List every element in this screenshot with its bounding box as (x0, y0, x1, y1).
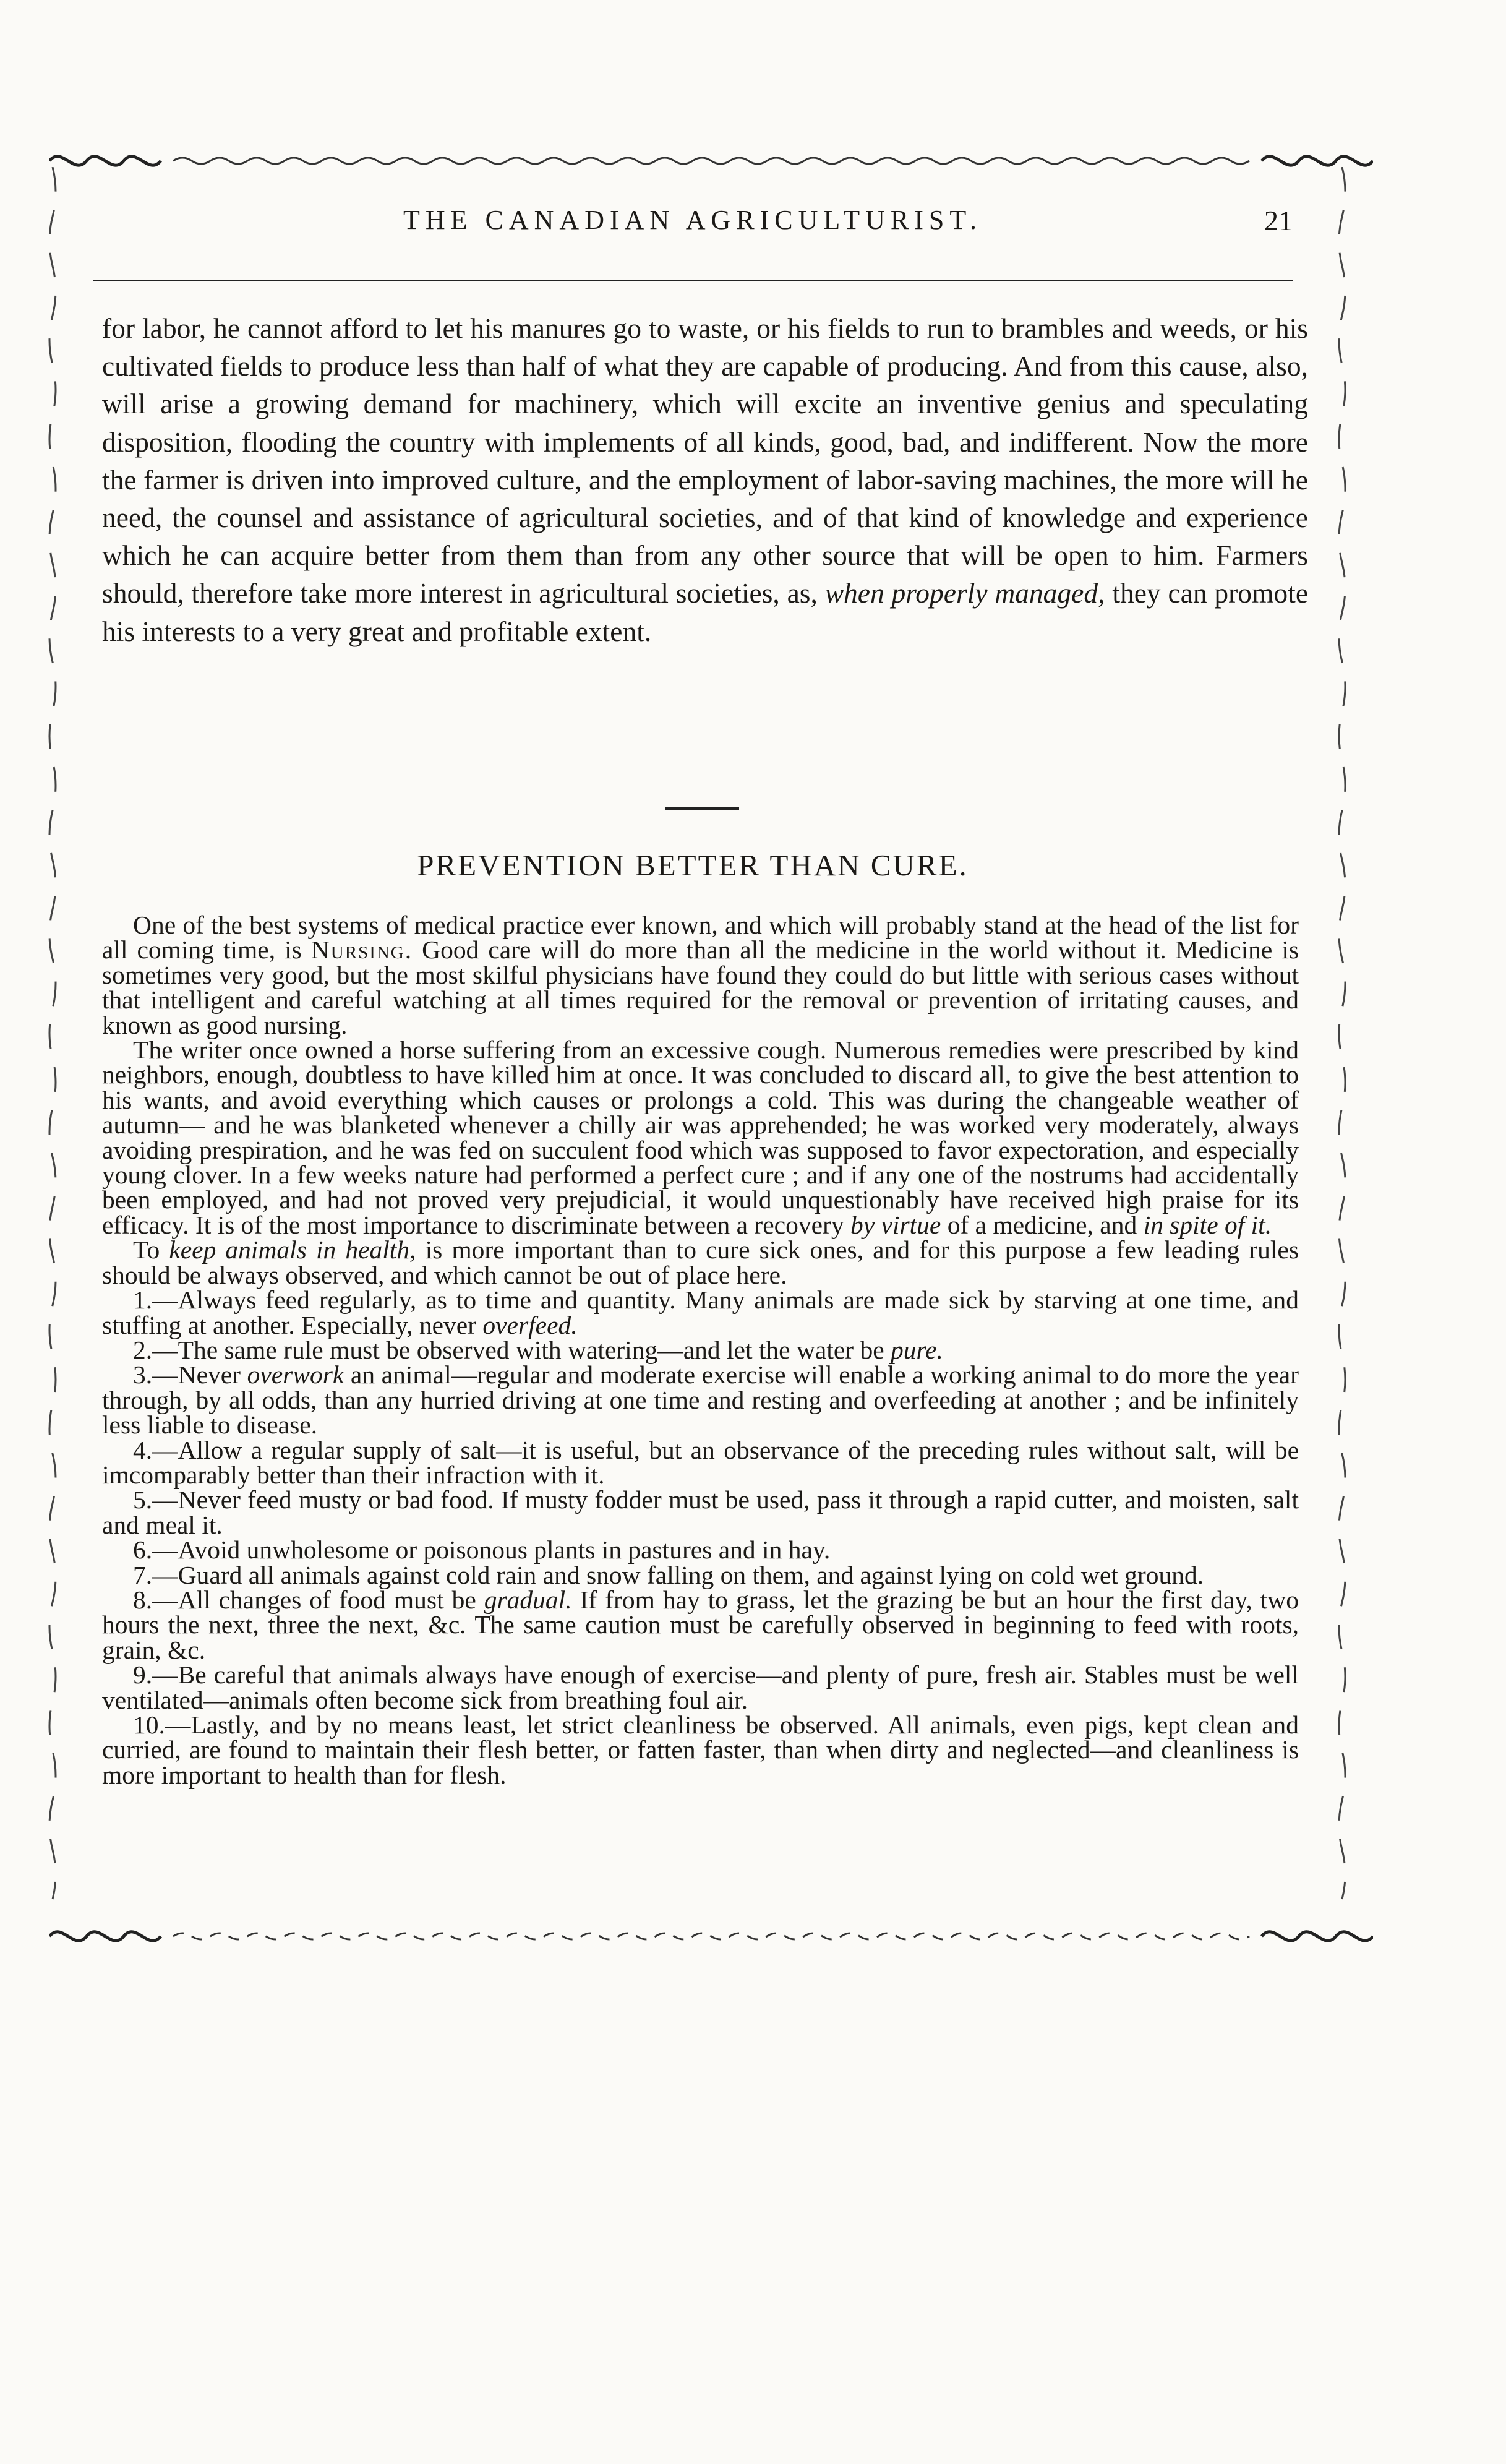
decorative-bottom-border (49, 1915, 1373, 1958)
rule-1: 1.—Always feed regularly, as to time and quantity. Many animals are made sick by starving at one time, and stuffing at another. Especially, never overfeed. (102, 1286, 1299, 1339)
article-body (102, 912, 1299, 1787)
rule-10: 10.—Lastly, and by no means least, let strict cleanliness be observed. All animals, even pigs, kept clean and curried, are found to maintain their flesh better, or fatten faster, than when dirty and neglected—and cleanliness is more important to health than for flesh. (102, 1711, 1299, 1789)
paragraph-horse: The writer once owned a horse suffering from an excessive cough. Numerous remedies were prescribed by kind neighbors, enough, doubtless to have killed him at once. It was concluded to discard all, to give the best attention to his wants, and avoid everything which causes or prolongs a cold. This was during the changeable weather of autumn— and he was blanketed whenever a chilly air was apprehended; he was worked very moderately, always avoiding prespiration, and he was fed on succulent food which was supposed to favor expectoration, and especially young clover. In a few weeks nature had performed a perfect cure ; and if any one of the nostrums had accidentally been employed, and had not proved very prejudicial, it would unquestionably have received high praise for its efficacy. It is of the most importance to discriminate between a recovery by virtue of a medicine, and in spite of it. (102, 1036, 1299, 1239)
rule-8: 8.—All changes of food must be gradual. If from hay to grass, let the grazing be but an hour the first day, two hours the next, three the next, &c. The same caution must be carefully observed in beginning to feed with roots, grain, &c. (102, 1585, 1299, 1664)
intro-emphasis: when properly managed, (824, 577, 1105, 609)
decorative-top-border (49, 139, 1373, 182)
rule-2: 2.—The same rule must be observed with watering—and let the water be pure. (133, 1335, 943, 1364)
decorative-left-border (37, 167, 68, 1918)
nursing-small-caps: Nursing. (310, 935, 413, 964)
rule-9: 9.—Be careful that animals always have enough of exercise—and plenty of pure, fresh air. Stables must be well ventilated—animals often become sick from breathing foul air. (102, 1660, 1299, 1714)
section-divider (665, 807, 739, 810)
article-title: PREVENTION BETTER THAN CURE. (417, 848, 969, 882)
page-number: 21 (1264, 205, 1293, 236)
rule-5: 5.—Never feed musty or bad food. If musty fodder must be used, pass it through a rapid cutter, and moisten, salt and meal it. (102, 1485, 1299, 1539)
header-rule (93, 280, 1293, 281)
paragraph-health: To keep animals in health, is more important than to cure sick ones, and for this purpose a few leading rules should be always observed, and which cannot be out of place here. (102, 1235, 1299, 1289)
page-header (93, 204, 1293, 241)
running-title: THE CANADIAN AGRICULTURIST. (403, 205, 982, 235)
rule-4: 4.—Allow a regular supply of salt—it is useful, but an observance of the preceding rules without salt, will be imcomparably better than their infraction with it. (102, 1435, 1299, 1489)
intro-paragraph (102, 309, 1308, 650)
paragraph-nursing: One of the best systems of medical practice ever known, and which will probably stand at the head of the list for all coming time, is Nursing. Good care will do more than all the medicine in the world without it. Medicine is sometimes very good, but the most skilful physicians have found they could do but little with serious cases without that intelligent and careful watching at all times required for the removal or prevention of irritating causes, and known as good nursing. (102, 911, 1299, 1039)
rule-7: 7.—Guard all animals against cold rain and snow falling on them, and against lying on cold wet ground. (133, 1560, 1204, 1589)
decorative-right-border (1324, 167, 1361, 1918)
rule-6: 6.—Avoid unwholesome or poisonous plants in pastures and in hay. (133, 1535, 831, 1565)
rule-3: 3.—Never overwork an animal—regular and moderate exercise will enable a working animal to do more the year through, by all odds, than any hurried driving at one time and resting and overfeeding at another ; and be infinitely less liable to disease. (102, 1360, 1299, 1440)
intro-text: for labor, he cannot afford to let his manures go to waste, or his fields to run to brambles and weeds, or his cultivated fields to produce less than half of what they are capable of producing. And from this cause, also, will arise a growing demand for machinery, which will excite an inventive genius and speculating disposition, flooding the country with implements of all kinds, good, bad, and indifferent. Now the more the farmer is driven into improved culture, and the employment of labor-saving machines, the more will he need, the counsel and assistance of agricultural societies, and of that kind of knowledge and experience which he can acquire better from them than from any other source that will be open to him. Farmers should, therefore take more interest in agricultural societies, as, when properly managed, they can promote his interests to a very great and profitable extent. (102, 312, 1309, 647)
